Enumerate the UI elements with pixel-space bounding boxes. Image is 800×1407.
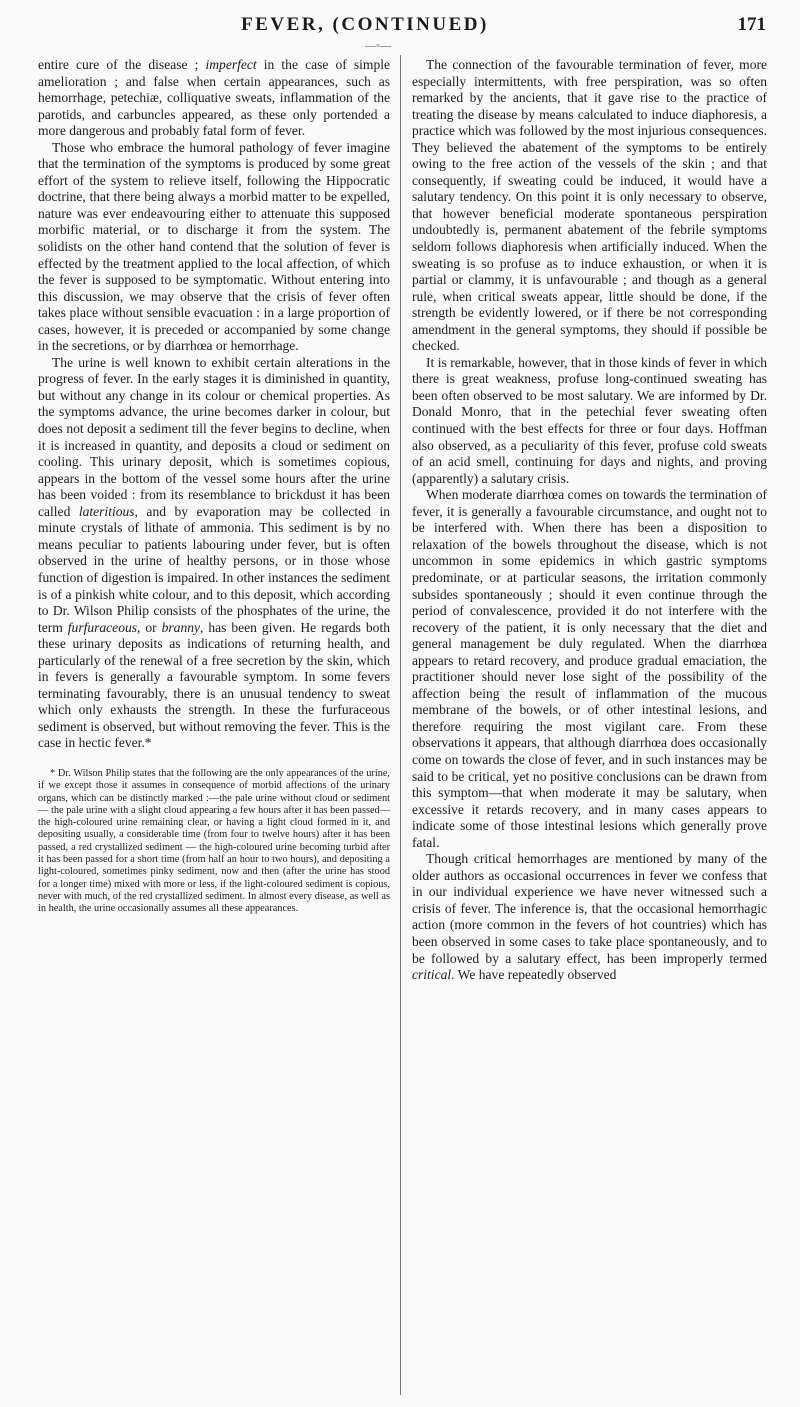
paragraph-sweating: It is remarkable, however, that in those kinds of fever in which there is great weakness, profuse long-continued sweating has been often observed to be most salutary. We are informed by Dr. Donald Monro, that in the petechial fever sweating often continued with the best effects for three or four days. Hoffman also observed, as a peculiarity of this fever, profuse cold sweats of an acid smell, continuing for days and nights, and proving (apparently) a salutary crisis. [412, 354, 767, 486]
paragraph-perspiration: The connection of the favourable termination of fever, more especially intermittents, with free perspiration, was so often remarked by the ancients, that it gave rise to the practice of treating the disease by means calculated to induce diaphoresis, a practice which was followed by the most injurious consequences. They believed the abatement of the symptoms to be entirely owing to the free action of the vessels of the skin ; and that consequently, if sweating could be induced, it would have a salutary tendency. On this point it is only necessary to observe, that however beneficial moderate spontaneous perspiration undoubtedly is, permanent abatement of the febrile symptoms seldom follows diaphoresis when artificially induced. When the sweating is so profuse as to induce exhaustion, or when it is partial or clammy, it is unfavourable ; and though as a general rule, when critical sweats appear, little should be done, if the strength be evidently lowered, or if there be not corresponding amendment in the general symptoms, they should if possible be checked. [412, 57, 767, 354]
header-ornament: —◦— [365, 40, 391, 52]
column-divider [400, 55, 401, 1395]
page-header [0, 14, 800, 52]
footnote-text: * Dr. Wilson Philip states that the following are the only appearances of the urine, if we except those it assumes in consequence of morbid affections of the urinary organs, which can be distinctly marked :—the pale urine without cloud or sediment — the pale urine with a slight cloud appearing a few hours after it has been passed—the high-coloured urine remaining clear, or having a light cloud formed in it, and depositing usually, a considerable time (from four to twelve hours) after it has been passed, a red crystallized sediment — the high-coloured urine becoming turbid after it has been passed for a short time (from half an hour to two hours), and depositing a light-coloured, sometimes pinky sediment, now and then (after the urine has stood for a longer time) mixed with more or less, if the light-coloured sediment is copious, never with much, of the red crystallized sediment. In almost every disease, as well as in health, the urine occasionally assumes all these appearances. [38, 767, 390, 915]
running-title: FEVER, (CONTINUED) [241, 14, 489, 35]
left-column [38, 57, 390, 916]
paragraph-humoral-pathology: Those who embrace the humoral pathology of fever imagine that the termination of the symptoms is produced by some great effort of the system to relieve itself, following the Hippocratic doctrine, that there being always a morbid matter to be expelled, nature was ever endeavouring either to attenuate this supposed morbific material, or to discharge it from the system. The solidists on the other hand contend that the solution of fever is effected by the treatment applied to the local affection, of which the fever is supposed to be symptomatic. Without entering into this discussion, we may observe that the crisis of fever often takes place without sensible evacuation : in a large proportion of cases, however, it is preceded or accompanied by some change in the secretions, or by diarrhœa or hemorrhage. [38, 139, 390, 354]
paragraph-hemorrhages: Though critical hemorrhages are mentioned by many of the older authors as occasional occurrences in fever we confess that in our individual experience we have never witnessed such a crisis of fever. The inference is, that the occasional hemorrhagic action (more common in the fevers of hot countries) which has been observed in some cases to take place spontaneously, and to be followed by a salutary effect, has been improperly termed critical. We have repeatedly observed [412, 851, 767, 983]
paragraph-urine: The urine is well known to exhibit certain alterations in the progress of fever. In the early stages it is diminished in quantity, but without any change in its colour or chemical properties. As the symptoms advance, the urine becomes darker in colour, but does not deposit a sediment till the fever begins to decline, when it is increased in quantity, and deposits a cloud or sediment on cooling. This urinary deposit, which is sometimes copious, appears in the bottom of the vessel some hours after the urine has been voided : from its resemblance to brickdust it has been called lateritious, and by evaporation may be collected in minute crystals of lithate of ammonia. This sediment is by no means peculiar to patients labouring under fever, but is often observed in the urine of healthy persons, or in those whose function of digestion is impaired. In other instances the sediment is of a pinkish white colour, and to this deposit, which according to Dr. Wilson Philip consists of the phosphates of the urine, the term furfuraceous, or branny, has been given. He regards both these urinary deposits as indications of returning health, and particularly of the renewal of a free secretion by the skin, which in fevers is generally a favourable symptom. In some fevers terminating favourably, there is an unusual tendency to sweat which only exhausts the strength. In these the furfuraceous sediment is observed, but without removing the fever. This is the case in hectic fever.* [38, 354, 390, 751]
page-number: 171 [737, 14, 766, 35]
paragraph-diarrhoea: When moderate diarrhœa comes on towards the termination of fever, it is generally a favourable circumstance, and ought not to be interfered with. When there has been a disposition to relaxation of the bowels throughout the disease, which is not uncommon in some epidemics in which gastric symptoms predominate, or at particular seasons, the irritation commonly subsides spontaneously ; should it even continue through the period of convalescence, provided it do not interfere with the recovery of the patient, it is only necessary that the diet and general management be duly regulated. When the diarrhœa appears to retard recovery, and produce gradual emaciation, the practitioner should never lose sight of the possibility of the affection being the result of inflammation of the mucous membrane of the bowels, or of other intestinal lesions, and therefore requiring the most vigilant care. From these observations it appears, that although diarrhœa does occasionally come on towards the close of fever, and in such instances may be said to be critical, yet no positive conclusions can be drawn from this symptom—that when moderate it may be salutary, when excessive it retards recovery, and in many cases appears to indicate some of those intestinal lesions which generally prove fatal. [412, 487, 767, 850]
footnote [38, 768, 390, 916]
paragraph-crisis-types: entire cure of the disease ; imperfect in the case of simple amelioration ; and false when certain appearances, such as hemorrhage, petechiæ, colliquative sweats, inflammation of the parotids, and carbuncles appeared, as these only portended a more dangerous and probably fatal form of fever. [38, 57, 390, 139]
right-column [412, 57, 767, 984]
